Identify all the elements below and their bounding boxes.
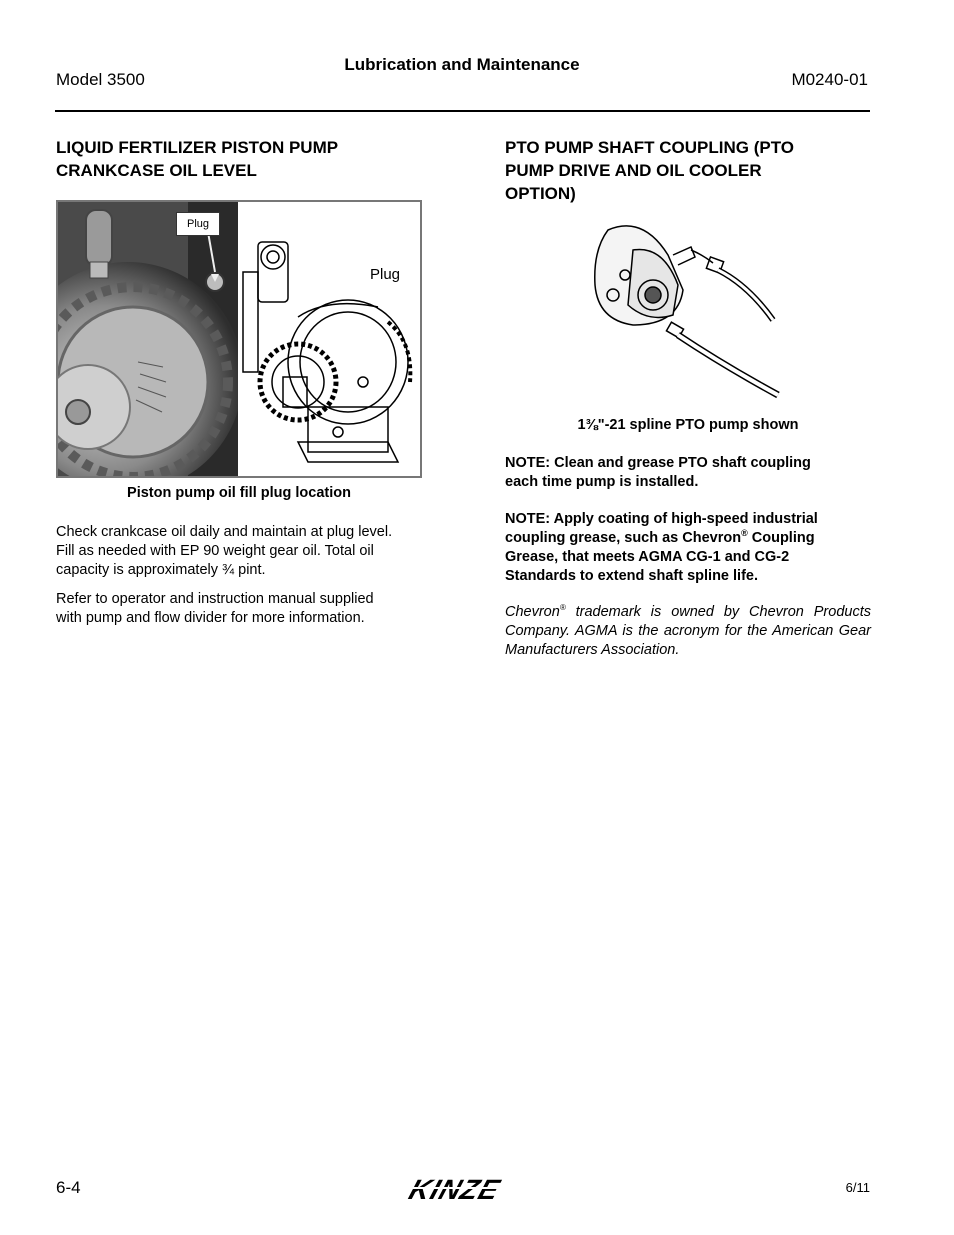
kinze-logo-mark <box>404 1172 524 1206</box>
paragraph-line: Check crankcase oil daily and maintain at plug level. <box>56 524 393 540</box>
pto-pump-figure <box>583 215 788 405</box>
header-model: Model 3500 <box>56 70 145 89</box>
registered-mark: ® <box>741 528 748 539</box>
trademark-text: trademark is owned by Chevron Products Company. AGMA is the acronym for the American Gear Manufacturers Association. <box>505 604 871 658</box>
left-section-title <box>56 136 422 182</box>
left-figure-caption: Piston pump oil fill plug location <box>127 485 351 501</box>
note-text: Coupling <box>747 530 815 546</box>
paragraph-line: with pump and flow divider for more information. <box>56 610 365 626</box>
trademark-brand: Chevron <box>505 604 560 620</box>
piston-pump-photo <box>58 202 238 476</box>
note-text: coupling grease, such as Chevron <box>505 530 742 546</box>
photo-plug-label: Plug <box>176 212 220 236</box>
header-section-title: Lubrication and Maintenance <box>344 55 580 74</box>
right-title-line: PTO PUMP SHAFT COUPLING (PTO <box>505 138 795 157</box>
pump-photo-image <box>58 202 238 476</box>
note-line: each time pump is installed. <box>505 474 699 490</box>
page-number: 6-4 <box>56 1178 81 1197</box>
note-line <box>505 529 871 548</box>
piston-pump-drawing <box>238 202 420 476</box>
reference-paragraph <box>56 590 422 628</box>
left-title-line: LIQUID FERTILIZER PISTON PUMP <box>56 138 339 157</box>
note-line: NOTE: Apply coating of high-speed industrial <box>505 511 818 527</box>
note-apply-coating <box>505 510 871 586</box>
pump-line-drawing <box>238 202 420 476</box>
note-line: NOTE: Clean and grease PTO shaft coupling <box>505 455 811 471</box>
note-line: Grease, that meets AGMA CG-1 and CG-2 <box>505 549 790 565</box>
crankcase-instructions <box>56 523 422 580</box>
right-section-title <box>505 136 871 205</box>
paragraph-line: capacity is approximately ¾ pint. <box>56 562 266 578</box>
paragraph-line: Fill as needed with EP 90 weight gear oil. Total oil <box>56 543 374 559</box>
left-title-line: CRANKCASE OIL LEVEL <box>56 161 257 180</box>
drawing-plug-label: Plug <box>370 266 401 283</box>
kinze-logo <box>404 1172 524 1206</box>
paragraph-line: Refer to operator and instruction manual supplied <box>56 591 374 607</box>
pto-pump-drawing <box>583 215 788 405</box>
revision-date: 6/11 <box>845 1180 870 1195</box>
pto-figure-caption: 1⅜"-21 spline PTO pump shown <box>577 417 799 433</box>
right-title-line: OPTION) <box>505 184 576 203</box>
header-doc-number: M0240-01 <box>791 70 868 89</box>
header-divider <box>55 110 870 112</box>
piston-pump-figure <box>56 200 422 478</box>
note-line: Standards to extend shaft spline life. <box>505 568 758 584</box>
logo-text: KINZE <box>405 1174 505 1206</box>
note-clean-grease <box>505 454 871 492</box>
right-title-line: PUMP DRIVE AND OIL COOLER <box>505 161 762 180</box>
trademark-notice <box>505 603 871 660</box>
registered-mark: ® <box>559 603 566 613</box>
